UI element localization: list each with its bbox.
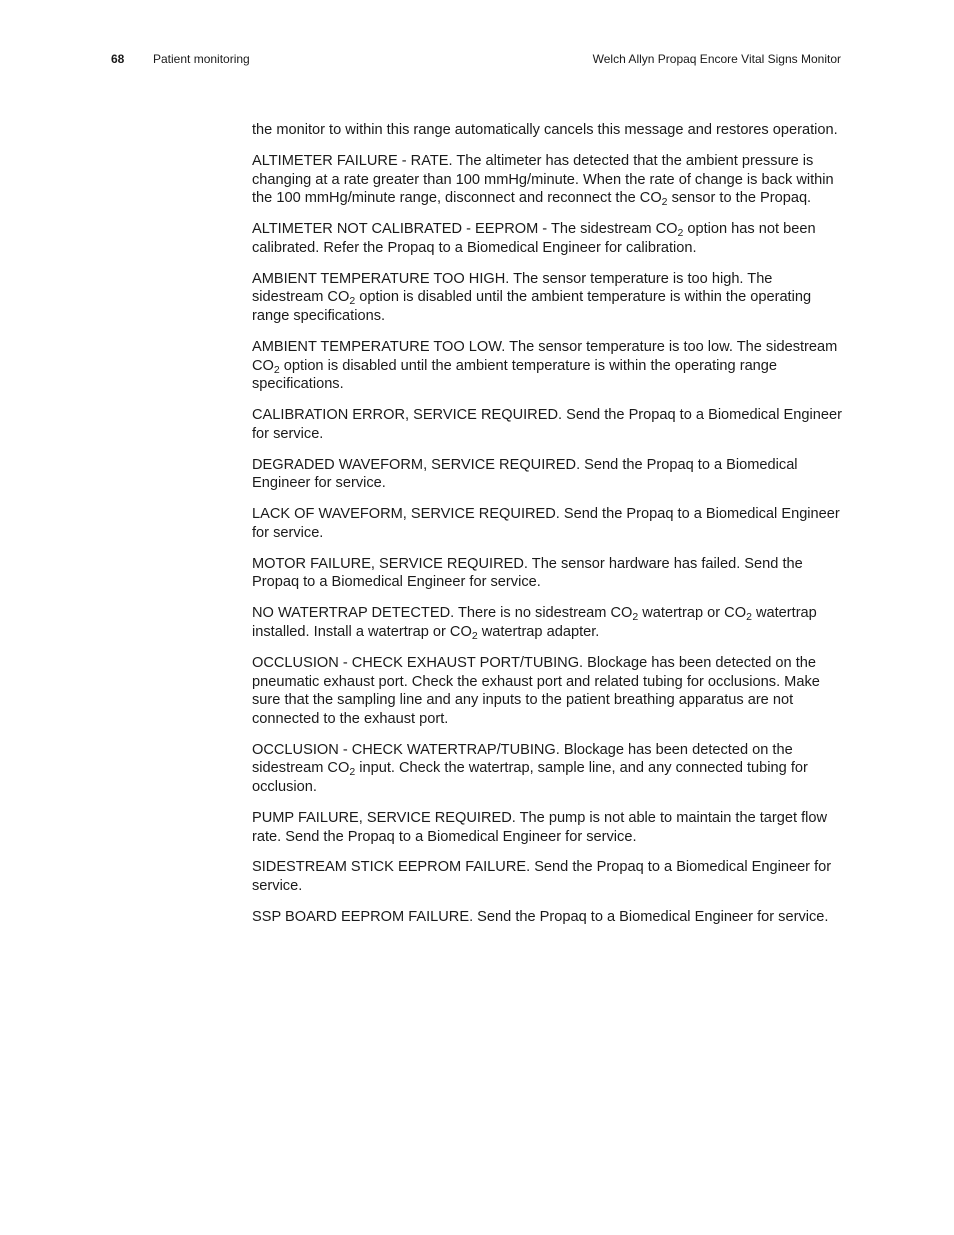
- paragraph-calibration-error: CALIBRATION ERROR, SERVICE REQUIRED. Send the Propaq to a Biomedical Engineer for service.: [252, 407, 842, 442]
- paragraph-ssp-board-eeprom: SSP BOARD EEPROM FAILURE. Send the Propaq to a Biomedical Engineer for service.: [252, 909, 829, 926]
- paragraph-occlusion-watertrap: OCCLUSION - CHECK WATERTRAP/TUBING. Blockage has been detected on the sidestream $CO_2$ input. Check the watertrap, sample line, and any connected tubing for occlusion.: [252, 741, 808, 795]
- section-name: Patient monitoring: [153, 52, 250, 66]
- paragraph-ambient-temp-high: AMBIENT TEMPERATURE TOO HIGH. The sensor temperature is too high. The sidestream $CO_2$ option is disabled until the ambient temperature is within the operating range specifications.: [252, 270, 812, 324]
- body-text: [252, 121, 844, 939]
- paragraph-lack-of-waveform: LACK OF WAVEFORM, SERVICE REQUIRED. Send the Propaq to a Biomedical Engineer for service.: [252, 506, 840, 541]
- document-title: Welch Allyn Propaq Encore Vital Signs Monitor: [592, 52, 841, 66]
- page-header: [0, 52, 954, 70]
- paragraph-altimeter-not-calibrated: ALTIMETER NOT CALIBRATED - EEPROM - The sidestream $CO_2$ option has not been calibrated. Refer the Propaq to a Biomedical Engineer for calibration.: [252, 221, 816, 256]
- paragraph-ambient-temp-low: AMBIENT TEMPERATURE TOO LOW. The sensor temperature is too low. The sidestream $CO_2$ option is disabled until the ambient temperature is within the operating range specifications.: [252, 338, 838, 393]
- paragraph-continuation: the monitor to within this range automatically cancels this message and restores operation.: [252, 122, 838, 138]
- paragraph-altimeter-failure-rate: ALTIMETER FAILURE - RATE. The altimeter has detected that the ambient pressure is changing at a rate greater than 100 mmHg/minute. When the rate of change is back within the 100 mmHg/minute range, disconnect and reconnect the $CO_2$ sensor to the Propaq.: [252, 152, 834, 209]
- paragraph-pump-failure: PUMP FAILURE, SERVICE REQUIRED. The pump is not able to maintain the target flow rate. Send the Propaq to a Biomedical Engineer for service.: [252, 809, 828, 845]
- paragraph-degraded-waveform: DEGRADED WAVEFORM, SERVICE REQUIRED. Send the Propaq to a Biomedical Engineer for service.: [252, 456, 798, 492]
- paragraph-motor-failure: MOTOR FAILURE, SERVICE REQUIRED. The sensor hardware has failed. Send the Propaq to a Biomedical Engineer for service.: [252, 555, 803, 591]
- paragraph-occlusion-exhaust: OCCLUSION - CHECK EXHAUST PORT/TUBING. Blockage has been detected on the pneumatic exhaust port. Check the exhaust port and related tubing for occlusions. Make sure that the sampling line and any inputs to the patient breathing apparatus are not connected to the exhaust port.: [252, 654, 820, 727]
- paragraph-no-watertrap: NO WATERTRAP DETECTED. There is no sidestream $CO_2$ watertrap or $CO_2$ watertrap installed. Install a watertrap or $CO_2$ watertrap adapter.: [252, 605, 817, 642]
- page-number: 68: [111, 52, 125, 66]
- paragraph-sidestream-stick-eeprom: SIDESTREAM STICK EEPROM FAILURE. Send the Propaq to a Biomedical Engineer for service.: [252, 859, 832, 895]
